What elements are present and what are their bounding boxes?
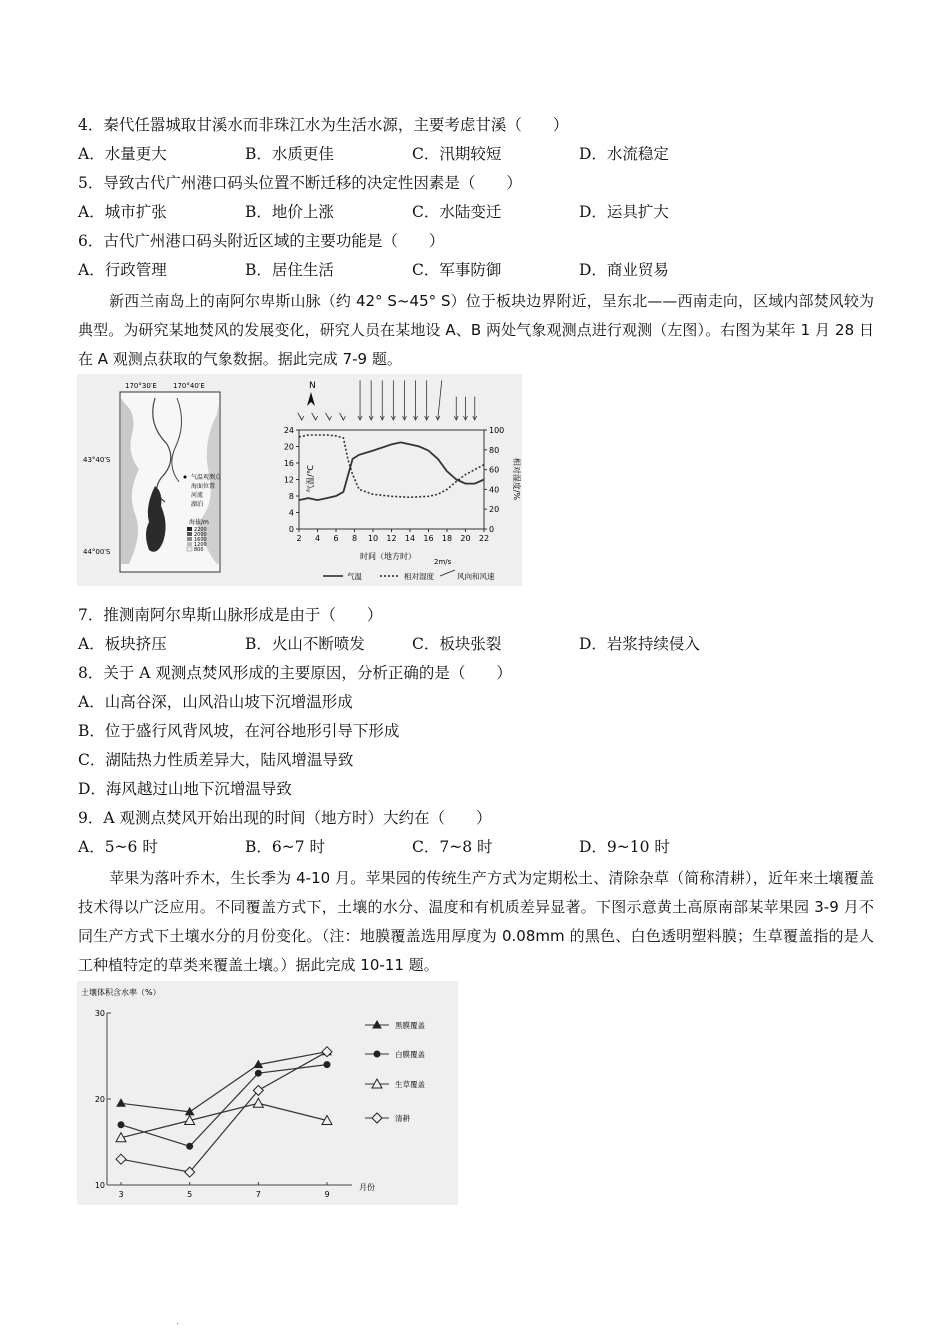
chart2-axes [107, 1013, 352, 1185]
chart1-xlabel: 时间（地方时） [360, 552, 416, 561]
q9-option-c[interactable]: C．7~8 时 [412, 838, 493, 856]
lon-label-1: 170°30′E [125, 382, 157, 390]
legend-wind-icon [440, 570, 455, 576]
x-tick-label: 16 [423, 534, 434, 543]
chart2-legend-white-film: 白膜覆盖 [395, 1050, 425, 1059]
passage-apple: 苹果为落叶乔木，生长季为 4-10 月。苹果园的传统生产方式为定期松土、清除杂草（简称清耕），近年来土壤覆盖技术得以广泛应用。不同覆盖方式下，土壤的水分、温度和有机质差异显著。下图示意黄土高原南部某苹果园 3-9 月不同生产方式下土壤水分的月份变化。（注：地膜覆盖选用厚度为 0.08mm 的黑色、白色透明塑料膜；生草覆盖指的是人工种植特定的草类来覆盖土壤。）据此完成 10-11 题。 [78, 869, 874, 974]
data-point-1 [118, 1122, 124, 1128]
q8-option-d[interactable]: D．海风越过山地下沉增温导致 [78, 780, 292, 798]
data-point-0 [117, 1099, 125, 1106]
chart2-legend-clean-tillage: 清耕 [395, 1114, 410, 1123]
svg-text:800: 800 [194, 547, 204, 553]
q6-option-a[interactable]: A．行政管理 [78, 261, 167, 279]
question-4-stem: 4．秦代任嚣城取甘溪水而非珠江水为生活水源，主要考虑甘溪（ ） [78, 116, 569, 134]
wind-barb-head [300, 416, 304, 420]
x-tick-label: 6 [333, 534, 339, 543]
series-line-2 [121, 1103, 327, 1137]
wind-barb [438, 380, 442, 420]
series-line-0 [121, 1052, 327, 1112]
q5-option-c[interactable]: C．水陆变迁 [412, 203, 502, 221]
q7-option-b[interactable]: B．火山不断喷发 [245, 635, 365, 653]
figure-soil-moisture [77, 981, 458, 1205]
q7-option-c[interactable]: C．板块张裂 [412, 635, 502, 653]
q8-option-c[interactable]: C．湖陆热力性质差异大，陆风增温导致 [78, 751, 354, 769]
svg-text:2000: 2000 [194, 532, 207, 538]
x-tick-label: 7 [255, 1190, 261, 1199]
footer-mark: . [176, 1316, 180, 1327]
question-7-stem: 7．推测南阿尔卑斯山脉形成是由于（ ） [78, 606, 383, 624]
x-tick-label: 9 [324, 1190, 330, 1199]
legend-marker-3 [372, 1113, 382, 1123]
left-tick-label: 16 [283, 459, 294, 468]
q4-option-b[interactable]: B．水质更佳 [245, 145, 334, 163]
q4-option-c[interactable]: C．汛期较短 [412, 145, 502, 163]
q7-option-d[interactable]: D．岩浆持续侵入 [579, 635, 700, 653]
q9-option-a[interactable]: A．5~6 时 [78, 838, 158, 856]
q5-option-a[interactable]: A．城市扩张 [78, 203, 167, 221]
q6-option-b[interactable]: B．居住生活 [245, 261, 334, 279]
chart1-x-ticks [296, 529, 489, 543]
y-tick-label: 30 [94, 1009, 105, 1018]
right-tick-label: 80 [489, 445, 500, 455]
elev-title: 海拔/m [189, 519, 209, 526]
north-arrow-label: N [309, 381, 316, 391]
north-arrow-icon [307, 392, 315, 406]
wind-barb-head [314, 416, 318, 420]
q8-option-a[interactable]: A．山高谷深，山风沿山坡下沉增温形成 [78, 693, 353, 711]
q4-option-d[interactable]: D．水流稳定 [579, 145, 669, 163]
passage-foehn: 新西兰南岛上的南阿尔卑斯山脉（约 42° S~45° S）位于板块边界附近，呈东北——西南走向，区域内部焚风较为典型。为研究某地焚风的发展变化，研究人员在某地设 A、B 两处气象观测点进行观测（左图）。右图为某年 1 月 28 日在 A 观测点获取的气象数据。据此完成 7-9 题。 [78, 292, 874, 368]
wind-barbs [298, 380, 477, 420]
map-panel [83, 382, 222, 572]
x-tick-label: 3 [118, 1190, 124, 1199]
data-point-1 [324, 1062, 330, 1068]
x-tick-label: 22 [478, 534, 490, 543]
x-tick-label: 8 [351, 534, 358, 543]
legend-marker-1 [374, 1051, 380, 1057]
left-tick-label: 24 [283, 426, 294, 435]
legend-river: 河流 [191, 492, 204, 499]
chart1-legend-temp: 气温 [347, 572, 362, 581]
q9-option-d[interactable]: D．9~10 时 [579, 838, 670, 856]
lon-label-2: 170°40′E [173, 382, 205, 390]
right-tick-label: 100 [489, 426, 505, 435]
q7-option-a[interactable]: A．板块挤压 [78, 635, 167, 653]
svg-text:1600: 1600 [194, 537, 207, 543]
right-tick-label: 0 [489, 525, 495, 534]
x-tick-label: 5 [187, 1190, 193, 1199]
question-8-stem: 8．关于 A 观测点焚风形成的主要原因，分析正确的是（ ） [78, 664, 512, 682]
right-tick-label: 60 [489, 465, 500, 475]
legend-lake: 湖泊 [191, 501, 204, 508]
data-point-1 [255, 1070, 261, 1076]
y-tick-label: 20 [94, 1095, 105, 1104]
left-tick-label: 20 [283, 442, 294, 452]
question-9-stem: 9．A 观测点焚风开始出现的时间（地方时）大约在（ ） [78, 809, 492, 827]
chart2-legend-black-film: 黑膜覆盖 [395, 1021, 425, 1030]
x-tick-label: 10 [367, 534, 379, 543]
q5-option-d[interactable]: D．运具扩大 [579, 203, 669, 221]
foehn-chart [284, 380, 522, 581]
question-6-stem: 6．古代广州港口码头附近区域的主要功能是（ ） [78, 232, 445, 250]
chart1-right-ticks [484, 426, 504, 534]
q4-option-a[interactable]: A．水量更大 [78, 145, 167, 163]
left-tick-label: 12 [283, 475, 294, 485]
x-tick-label: 14 [404, 534, 416, 543]
lat-label-1: 43°40′S [83, 456, 111, 464]
data-point-3 [116, 1154, 126, 1164]
q6-option-c[interactable]: C．军事防御 [412, 261, 502, 279]
right-tick-label: 20 [489, 505, 500, 515]
x-tick-label: 12 [386, 534, 397, 543]
legend-station: 气温观测点 [191, 474, 222, 481]
figure-foehn [77, 374, 522, 586]
chart2-legend-grass: 生草覆盖 [395, 1080, 425, 1089]
left-tick-label: 4 [288, 508, 294, 518]
chart1-wind-scale: 2m/s [434, 558, 452, 566]
chart2-title: 土壤体积含水率（%） [81, 988, 161, 997]
lat-label-2: 44°00′S [83, 548, 111, 556]
x-tick-label: 2 [296, 534, 302, 543]
chart1-legend-rh: 相对湿度 [404, 572, 434, 581]
data-point-2 [253, 1098, 263, 1107]
left-tick-label: 0 [288, 525, 294, 534]
q8-option-b[interactable]: B．位于盛行风背风坡，在河谷地形引导下形成 [78, 722, 400, 740]
chart2-y-ticks [95, 1009, 111, 1190]
right-tick-label: 40 [489, 485, 500, 495]
q9-option-b[interactable]: B．6~7 时 [245, 838, 326, 856]
wind-barb-head [341, 416, 345, 420]
legend-coast: 海面位置 [191, 483, 216, 490]
data-point-1 [187, 1143, 193, 1149]
series-line-1 [121, 1065, 327, 1147]
svg-text:2200: 2200 [194, 527, 207, 533]
chart2-xlabel: 月份 [359, 1183, 375, 1192]
wind-barb-head [328, 416, 332, 420]
svg-text:1200: 1200 [194, 542, 207, 548]
chart1-legend-wind: 风向和风速 [457, 572, 495, 581]
chart1-ylabel-right: 相对湿度/% [512, 457, 521, 501]
x-tick-label: 20 [460, 534, 471, 543]
chart1-left-ticks [284, 426, 299, 534]
station-dot-icon [184, 476, 187, 479]
question-5-stem: 5．导致古代广州港口码头位置不断迁移的决定性因素是（ ） [78, 174, 522, 192]
chart2-series [116, 1047, 332, 1177]
chart2-legend [365, 1020, 425, 1123]
x-tick-label: 4 [314, 534, 321, 543]
x-tick-label: 18 [441, 534, 453, 543]
q6-option-d[interactable]: D．商业贸易 [579, 261, 669, 279]
q5-option-b[interactable]: B．地价上涨 [245, 203, 334, 221]
y-tick-label: 10 [94, 1181, 105, 1190]
chart1-ylabel-left: 气温/℃ [306, 465, 315, 493]
left-tick-label: 8 [288, 492, 294, 501]
series-temperature-line [299, 442, 484, 500]
